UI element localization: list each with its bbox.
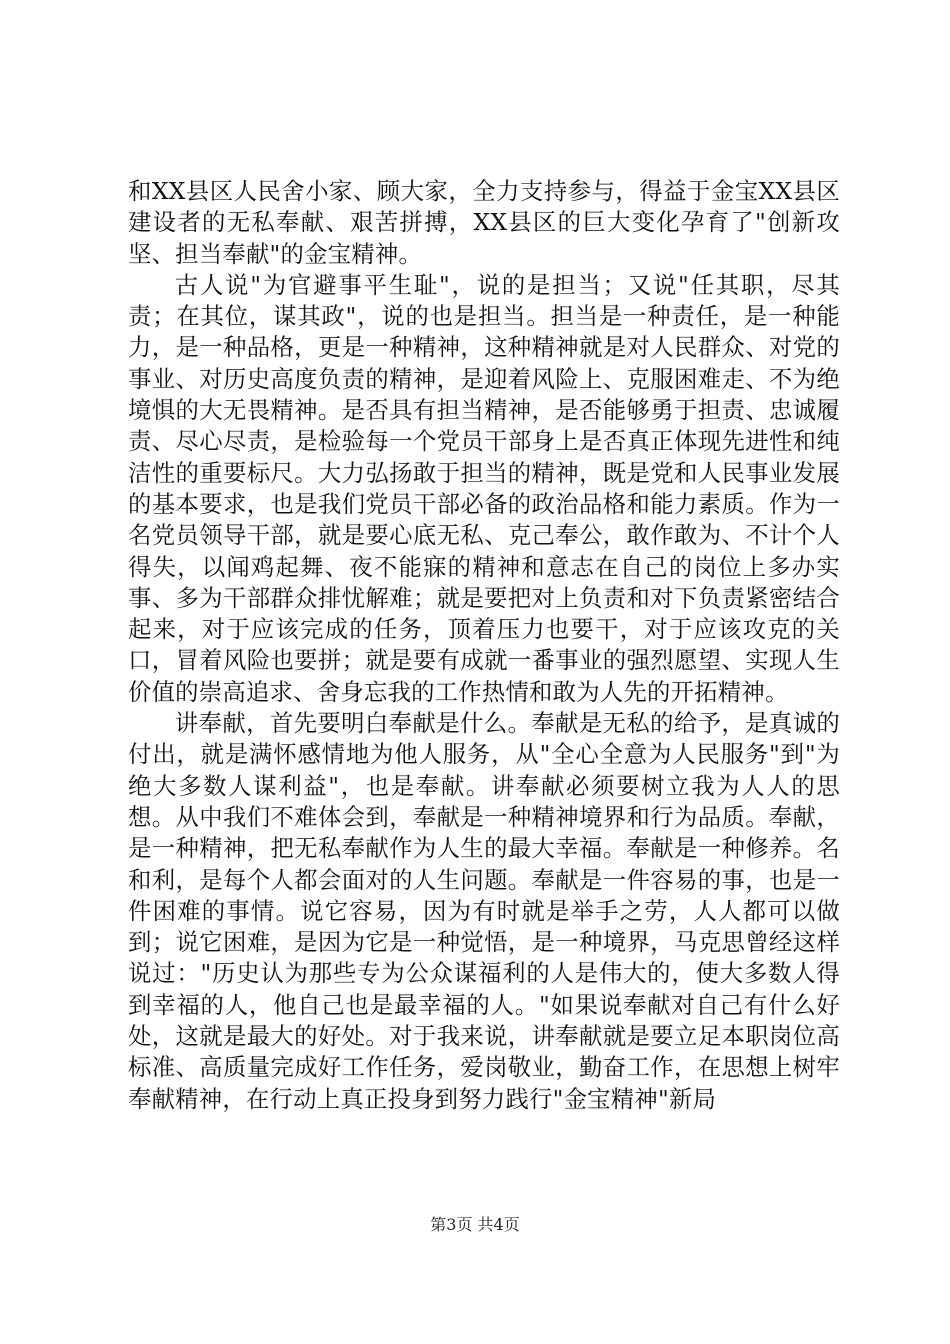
page-footer bbox=[0, 1215, 950, 1235]
paragraph-1: 和XX县区人民舍小家、顾大家，全力支持参与，得益于金宝XX县区建设者的无私奉献、艰苦拼搏，XX县区的巨大变化孕育了"创新攻坚、担当奉献"的金宝精神。 bbox=[128, 177, 840, 268]
document-body bbox=[128, 176, 840, 1115]
paragraph-2: 古人说"为官避事平生耻"，说的是担当；又说"任其职，尽其责；在其位，谋其政"，说的也是担当。担当是一种责任，是一种能力，是一种品格，更是一种精神，这种精神就是对人民群众、对党的事业、对历史高度负责的精神，是迎着风险上、克服困难走、不为绝境惧的大无畏精神。是否具有担当精神，是否能够勇于担责、忠诚履责、尽心尽责，是检验每一个党员干部身上是否真正体现先进性和纯洁性的重要标尺。大力弘扬敢于担当的精神，既是党和人民事业发展的基本要求，也是我们党员干部必备的政治品格和能力素质。作为一名党员领导干部，就是要心底无私、克己奉公，敢作敢为、不计个人得失，以闻鸡起舞、夜不能寐的精神和意志在自己的岗位上多办实事、多为干部群众排忧解难；就是要把对上负责和对下负责紧密结合起来，对于应该完成的任务，顶着压力也要干，对于应该攻克的关口，冒着风险也要拼；就是要有成就一番事业的强烈愿望、实现人生价值的崇高追求、舍身忘我的工作热情和敢为人先的开拓精神。 bbox=[128, 270, 840, 706]
paragraph-3: 讲奉献，首先要明白奉献是什么。奉献是无私的给予，是真诚的付出，就是满怀感情地为他人服务，从"全心全意为人民服务"到"为绝大多数人谋利益"，也是奉献。讲奉献必须要树立我为人人的思想。从中我们不难体会到，奉献是一种精神境界和行为品质。奉献，是一种精神，把无私奉献作为人生的最大幸福。奉献是一种修养。名和利，是每个人都会面对的人生问题。奉献是一件容易的事，也是一件困难的事情。说它容易，因为有时就是举手之劳，人人都可以做到；说它困难，是因为它是一种觉悟，是一种境界，马克思曾经这样说过："历史认为那些专为公众谋福利的人是伟大的，使大多数人得到幸福的人，他自己也是最幸福的人。"如果说奉献对自己有什么好处，这就是最大的好处。对于我来说，讲奉献就是要立足本职岗位高标准、高质量完成好工作任务，爱岗敬业，勤奋工作，在思想上树牢奉献精神，在行动上真正投身到努力践行"金宝精神"新局 bbox=[128, 709, 840, 1113]
page-number-label: 第3页 共4页 bbox=[430, 1215, 520, 1234]
